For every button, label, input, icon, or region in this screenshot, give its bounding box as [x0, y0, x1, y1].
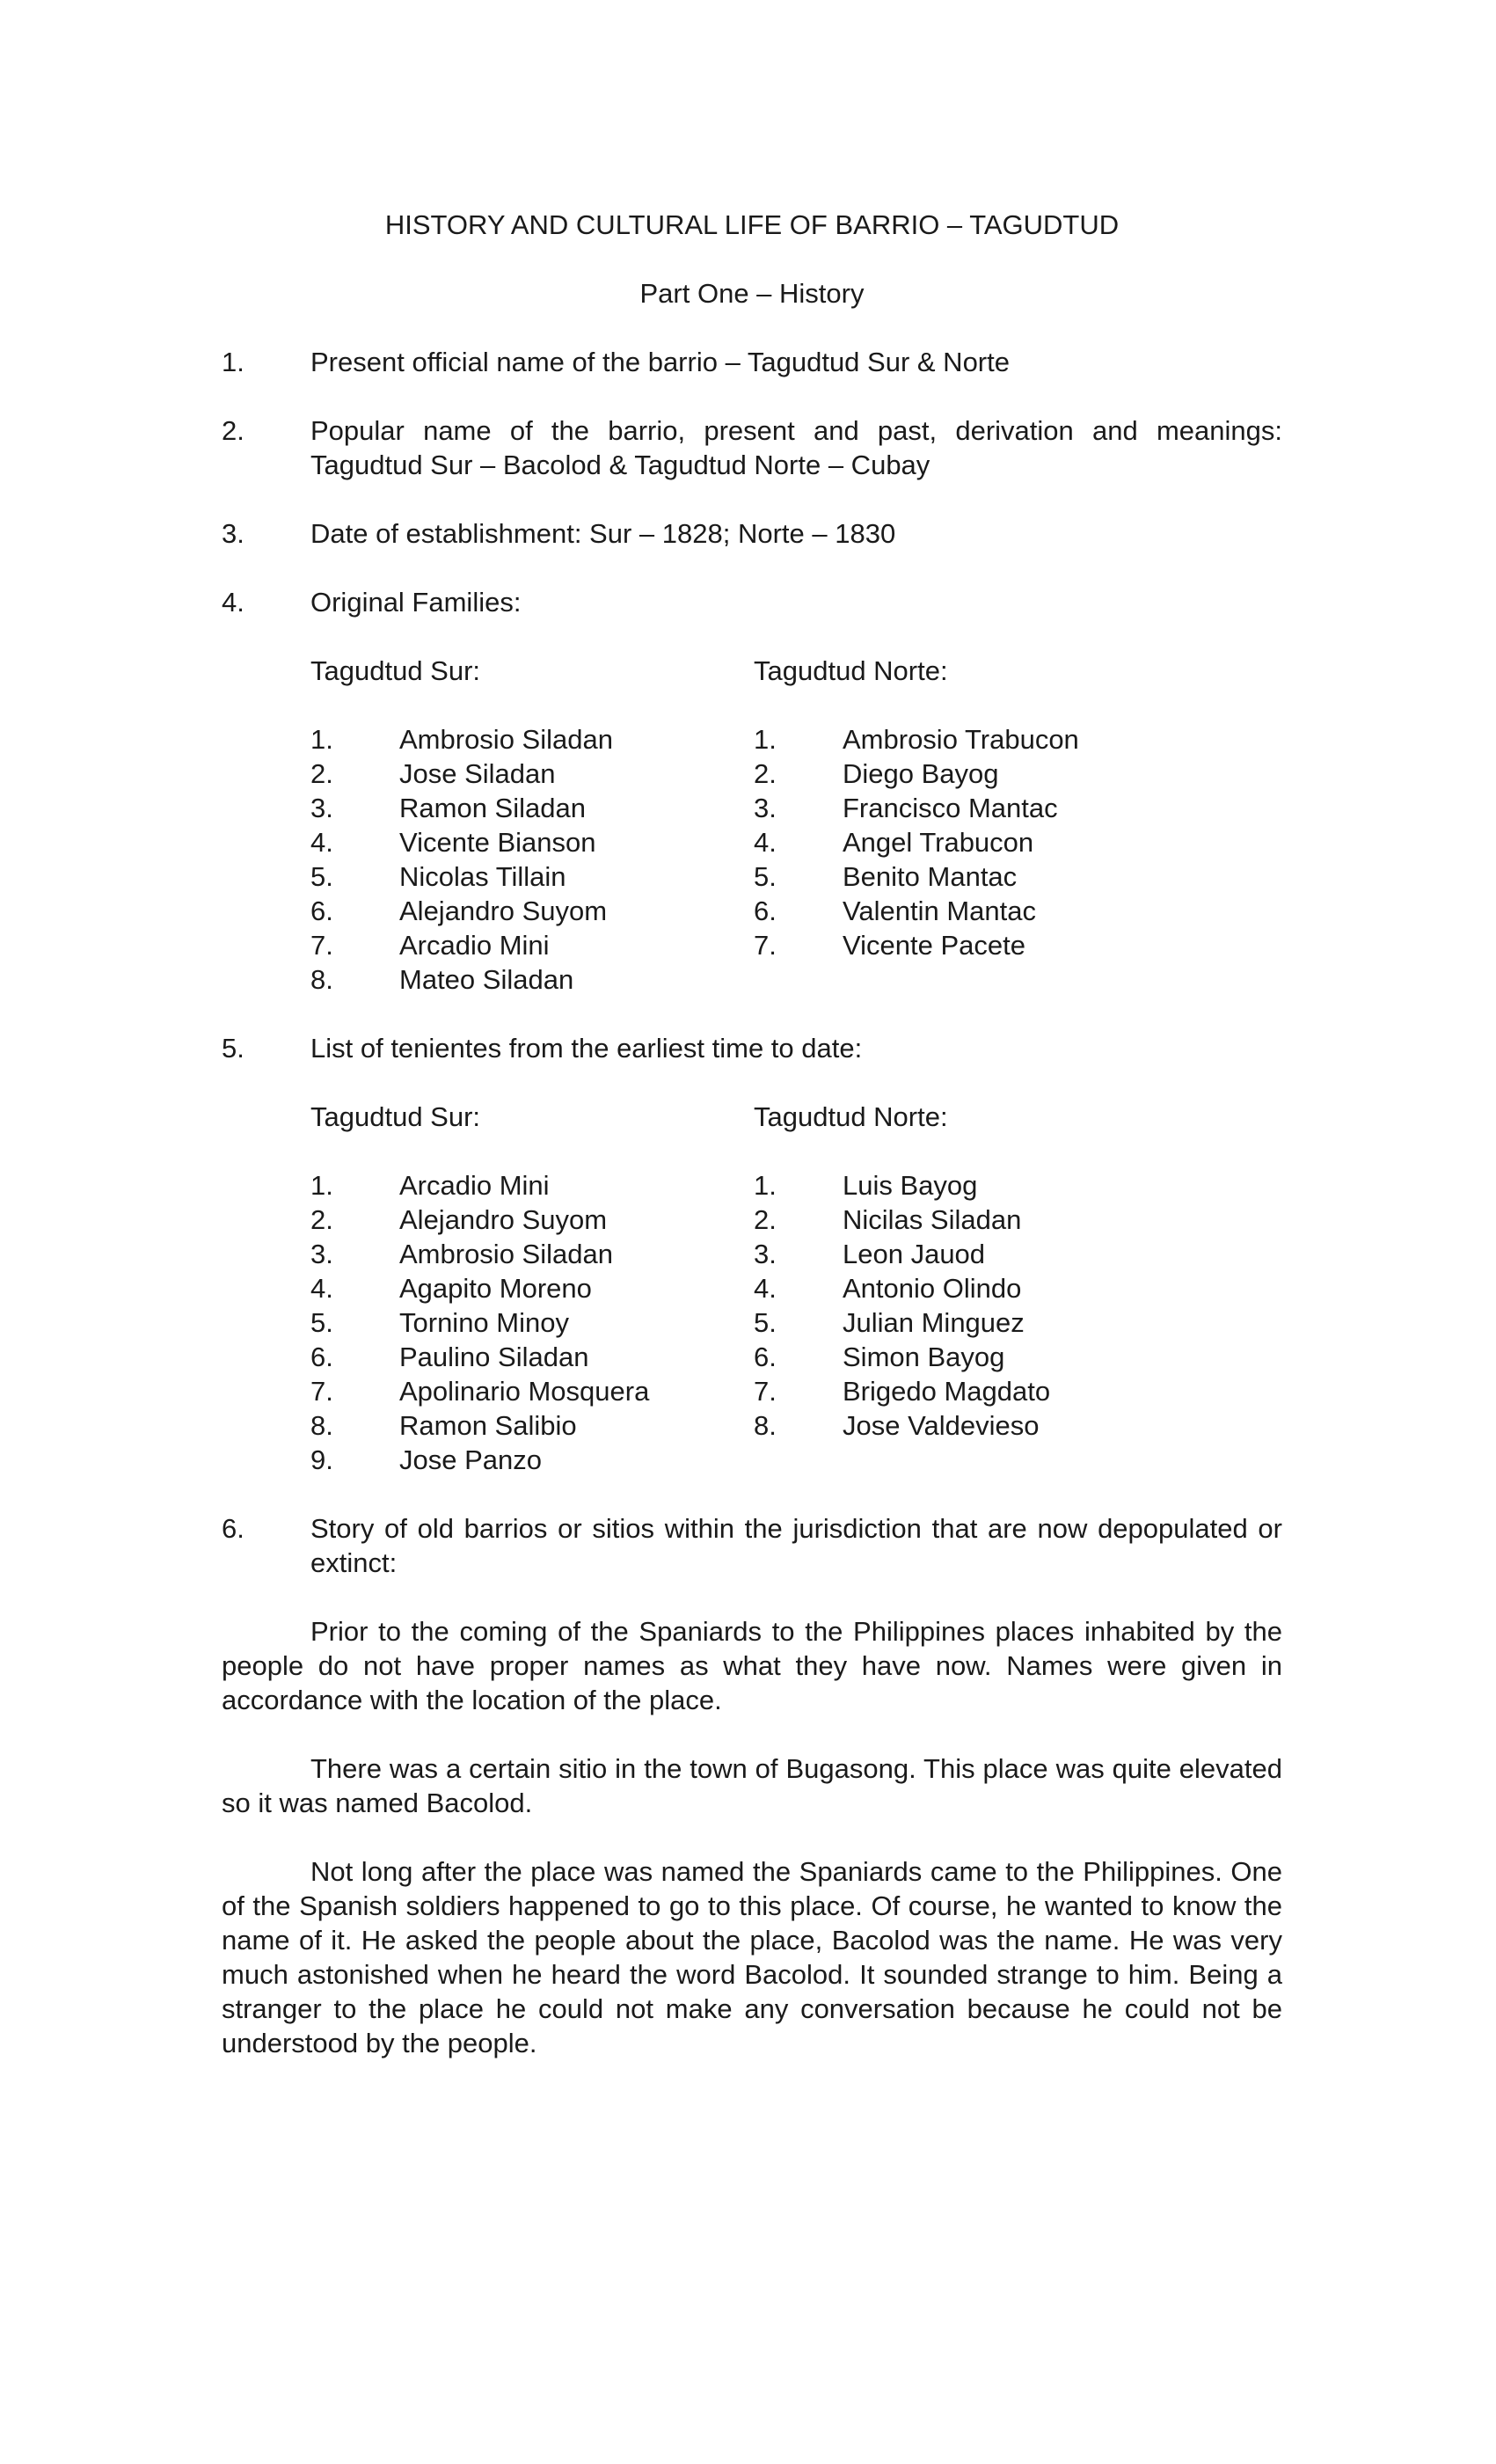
list-name: Benito Mantac [843, 861, 1018, 892]
list-name: Apolinario Mosquera [399, 1376, 650, 1407]
list-item [310, 1443, 754, 1477]
item-2 [222, 413, 1282, 482]
list-number: 7. [754, 930, 777, 961]
list-name: Ambrosio Siladan [399, 1239, 613, 1269]
list-item [754, 859, 1197, 894]
item-number: 5. [222, 1033, 244, 1064]
document-page [222, 208, 1282, 2095]
original-families-columns [310, 654, 1282, 997]
list-item [310, 962, 754, 997]
list-item [754, 1168, 1197, 1203]
list-name: Vicente Pacete [843, 930, 1025, 961]
list-item [310, 928, 754, 962]
list-name: Antonio Olindo [843, 1273, 1022, 1304]
list-name: Alejandro Suyom [399, 896, 608, 926]
list-name: Tornino Minoy [399, 1307, 569, 1338]
list-number: 8. [310, 964, 333, 995]
item-4 [222, 585, 1282, 619]
list-item [310, 1374, 754, 1408]
list-number: 2. [310, 1204, 333, 1235]
item-text: Story of old barrios or sitios within the jurisdiction that are now depopulated or extinct: [310, 1513, 1282, 1578]
list-name: Jose Valdevieso [843, 1410, 1040, 1441]
list-name: Simon Bayog [843, 1342, 1005, 1372]
list-name: Nicolas Tillain [399, 861, 566, 892]
list-item [754, 825, 1197, 859]
list-name: Ambrosio Siladan [399, 724, 613, 755]
list-item [754, 1340, 1197, 1374]
list-number: 4. [754, 1273, 777, 1304]
list-number: 6. [754, 896, 777, 926]
list-number: 2. [310, 758, 333, 789]
list-name: Leon Jauod [843, 1239, 986, 1269]
item-text: Date of establishment: Sur – 1828; Norte – 1830 [310, 518, 896, 549]
list-item [310, 791, 754, 825]
list-name: Luis Bayog [843, 1170, 978, 1201]
item-number: 2. [222, 415, 244, 446]
families-norte-column [754, 654, 1197, 997]
list-number: 5. [754, 861, 777, 892]
item-number: 3. [222, 518, 244, 549]
list-number: 5. [310, 861, 333, 892]
tenientes-sur-column [310, 1100, 754, 1477]
list-number: 4. [754, 827, 777, 858]
list-number: 6. [754, 1342, 777, 1372]
item-text: Popular name of the barrio, present and past, derivation and meanings: Tagudtud Sur – Bacolod & Tagudtud Norte – Cubay [310, 415, 1282, 480]
list-name: Ramon Salibio [399, 1410, 577, 1441]
body-paragraph: Not long after the place was named the Spaniards came to the Philippines. One of the Spanish soldiers happened to go to this place. Of course, he wanted to know the name of it. He asked the people about the place, Bacolod was the name. He was very much astonished when he heard the word Bacolod. It sounded strange to him. Being a stranger to the place he could not make any conversation because he could not be understood by the people. [222, 1856, 1282, 2058]
body-paragraph: Prior to the coming of the Spaniards to the Philippines places inhabited by the people do not have proper names as what they have now. Names were given in accordance with the location of the place. [222, 1616, 1282, 1715]
list-item [754, 722, 1197, 757]
column-heading: Tagudtud Norte: [754, 655, 948, 686]
list-number: 1. [310, 1170, 333, 1201]
list-name: Vicente Bianson [399, 827, 596, 858]
item-3 [222, 516, 1282, 551]
list-number: 3. [310, 793, 333, 823]
list-item [754, 1203, 1197, 1237]
list-item [754, 894, 1197, 928]
document-title: HISTORY AND CULTURAL LIFE OF BARRIO – TAGUDTUD [384, 209, 1120, 240]
item-number: 1. [222, 347, 244, 377]
list-name: Ambrosio Trabucon [843, 724, 1079, 755]
item-text: Original Families: [310, 587, 522, 618]
list-item [754, 1237, 1197, 1271]
list-item [754, 928, 1197, 962]
list-name: Arcadio Mini [399, 930, 550, 961]
list-number: 2. [754, 758, 777, 789]
list-number: 7. [310, 1376, 333, 1407]
list-name: Alejandro Suyom [399, 1204, 608, 1235]
list-number: 5. [310, 1307, 333, 1338]
list-name: Brigedo Magdato [843, 1376, 1051, 1407]
list-item [310, 1237, 754, 1271]
list-number: 8. [310, 1410, 333, 1441]
list-number: 7. [754, 1376, 777, 1407]
list-item [754, 757, 1197, 791]
list-item [310, 1271, 754, 1305]
families-sur-column [310, 654, 754, 997]
list-name: Paulino Siladan [399, 1342, 589, 1372]
tenientes-columns [310, 1100, 1282, 1477]
list-name: Francisco Mantac [843, 793, 1058, 823]
tenientes-norte-column [754, 1100, 1197, 1477]
list-number: 3. [754, 793, 777, 823]
column-heading: Tagudtud Norte: [754, 1101, 948, 1132]
list-number: 8. [754, 1410, 777, 1441]
list-item [310, 1340, 754, 1374]
list-name: Jose Siladan [399, 758, 556, 789]
list-name: Nicilas Siladan [843, 1204, 1022, 1235]
list-item [754, 1374, 1197, 1408]
list-number: 4. [310, 1273, 333, 1304]
item-text: Present official name of the barrio – Tagudtud Sur & Norte [310, 347, 1010, 377]
list-number: 6. [310, 1342, 333, 1372]
list-name: Agapito Moreno [399, 1273, 592, 1304]
list-item [754, 1271, 1197, 1305]
list-item [310, 1408, 754, 1443]
list-name: Valentin Mantac [843, 896, 1036, 926]
list-name: Julian Minguez [843, 1307, 1025, 1338]
list-item [754, 791, 1197, 825]
column-heading: Tagudtud Sur: [310, 1101, 481, 1132]
list-name: Mateo Siladan [399, 964, 574, 995]
list-item [310, 1305, 754, 1340]
list-number: 3. [754, 1239, 777, 1269]
list-number: 7. [310, 930, 333, 961]
list-number: 3. [310, 1239, 333, 1269]
list-item [310, 894, 754, 928]
part-heading: Part One – History [639, 278, 865, 309]
list-item [310, 722, 754, 757]
item-text: List of tenientes from the earliest time to date: [310, 1033, 863, 1064]
list-item [310, 757, 754, 791]
item-6 [222, 1511, 1282, 1580]
list-number: 2. [754, 1204, 777, 1235]
list-number: 1. [310, 724, 333, 755]
list-item [310, 825, 754, 859]
list-name: Jose Panzo [399, 1444, 542, 1475]
list-name: Angel Trabucon [843, 827, 1034, 858]
body-paragraph: There was a certain sitio in the town of Bugasong. This place was quite elevated so it was named Bacolod. [222, 1753, 1282, 1818]
item-number: 4. [222, 587, 244, 618]
item-5 [222, 1031, 1282, 1065]
list-item [310, 859, 754, 894]
column-heading: Tagudtud Sur: [310, 655, 481, 686]
list-item [754, 1305, 1197, 1340]
item-1 [222, 345, 1282, 379]
list-item [754, 1408, 1197, 1443]
list-number: 9. [310, 1444, 333, 1475]
list-number: 1. [754, 724, 777, 755]
list-number: 4. [310, 827, 333, 858]
list-item [310, 1168, 754, 1203]
list-number: 6. [310, 896, 333, 926]
list-name: Arcadio Mini [399, 1170, 550, 1201]
list-item [310, 1203, 754, 1237]
list-name: Ramon Siladan [399, 793, 586, 823]
list-number: 1. [754, 1170, 777, 1201]
item-number: 6. [222, 1513, 244, 1544]
list-number: 5. [754, 1307, 777, 1338]
list-name: Diego Bayog [843, 758, 999, 789]
